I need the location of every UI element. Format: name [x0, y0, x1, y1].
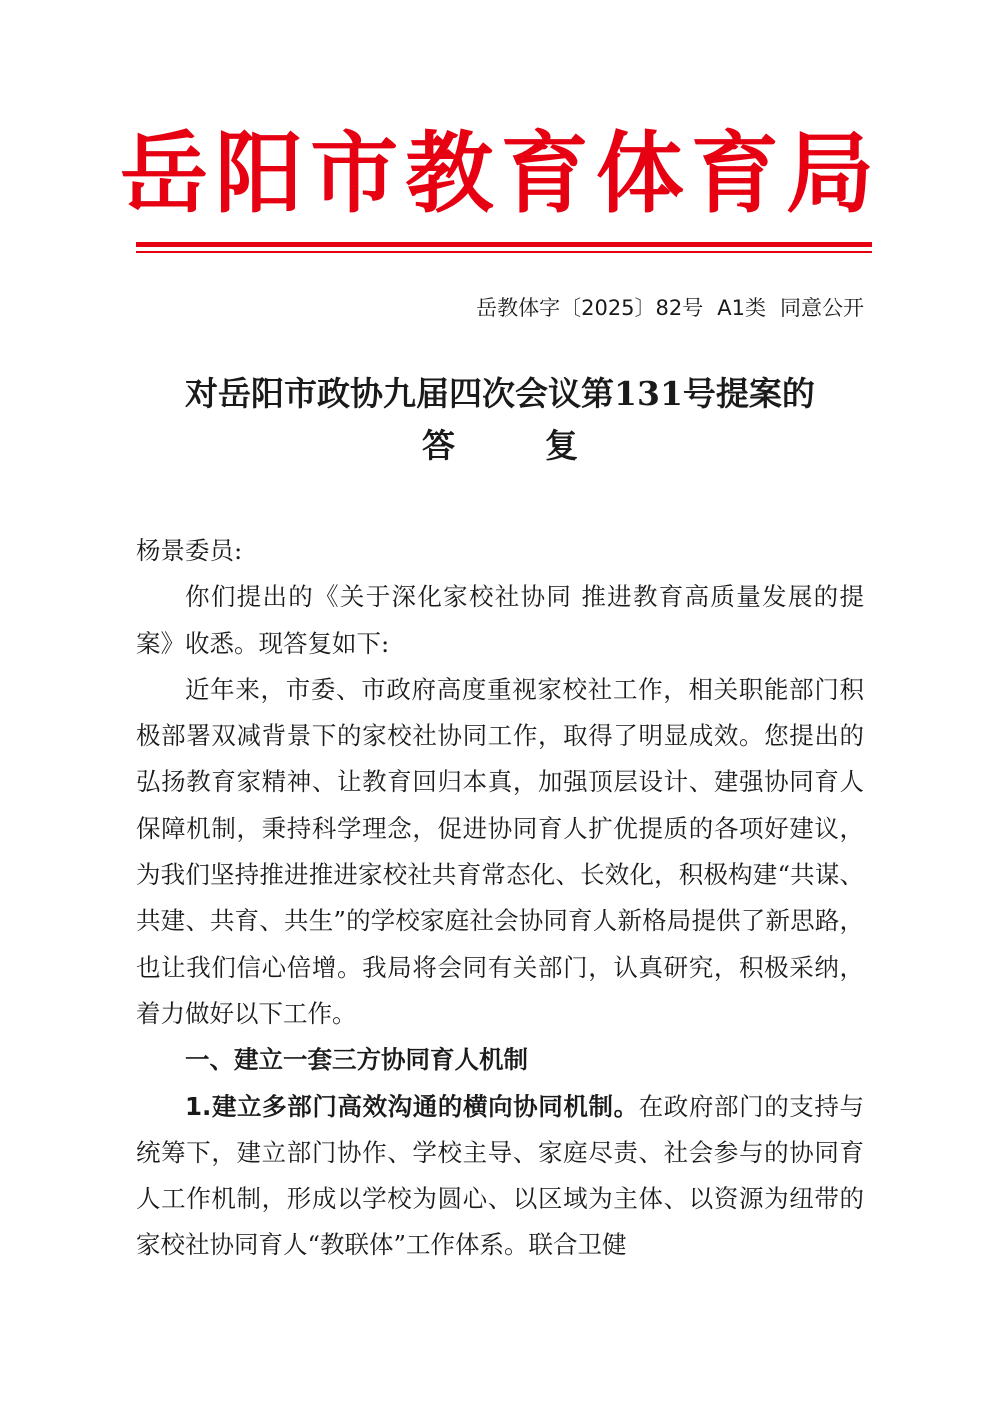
header-char: 市 [310, 121, 405, 225]
document-title-reply: 答复 [422, 426, 668, 465]
section-heading-1: 一、建立一套三方协同育人机制 [185, 1045, 528, 1075]
document-title: 对岳阳市政协九届四次会议第131号提案的 [185, 374, 815, 413]
header-char: 教 [405, 121, 500, 225]
header-char: 育 [500, 121, 595, 225]
header-char: 育 [690, 121, 785, 225]
document-category: A1类 [717, 296, 766, 320]
header-char: 局 [785, 121, 880, 225]
paragraph-background: 近年来，市委、市政府高度重视家校社工作，相关职能部门积极部署双减背景下的家校社协同工作，取得了明显成效。您提出的弘扬教育家精神、让教育回归本真，加强顶层设计、建强协同育人保障机制，秉持科学理念，促进协同育人扩优提质的各项好建议，为我们坚持推进推进家校社共育常态化、长效化，积极构建“共谋、共建、共育、共生”的学校家庭社会协同育人新格局提供了新思路，也让我们信心倍增。我局将会同有关部门，认真研究，积极采纳，着力做好以下工作。 [136, 674, 864, 1028]
document-number: 岳教体字〔2025〕82号 [476, 296, 704, 320]
header-char: 体 [595, 121, 690, 225]
disclosure-status: 同意公开 [780, 296, 864, 320]
paragraph-acknowledgement: 你们提出的《关于深化家校社协同 推进教育高质量发展的提案》收悉。现答复如下: [136, 582, 864, 658]
paragraph-item-1 [136, 1084, 864, 1269]
header-divider-thick [136, 242, 872, 247]
issuing-authority-header [120, 118, 880, 228]
header-char: 阳 [215, 121, 310, 225]
document-body [136, 528, 864, 1269]
document-number-line [462, 292, 864, 324]
header-char: 岳 [120, 121, 215, 225]
item-1-lead: 1.建立多部门高效沟通的横向协同机制。 [185, 1091, 639, 1121]
salutation: 杨景委员: [136, 536, 243, 565]
item-1-text: 在政府部门的支持与统筹下，建立部门协作、学校主导、家庭尽责、社会参与的协同育人工作机制，形成以学校为圆心、以区域为主体、以资源为纽带的家校社协同育人“教联体”工作体系。联合卫健 [136, 1091, 864, 1260]
header-divider-thin [136, 251, 872, 253]
